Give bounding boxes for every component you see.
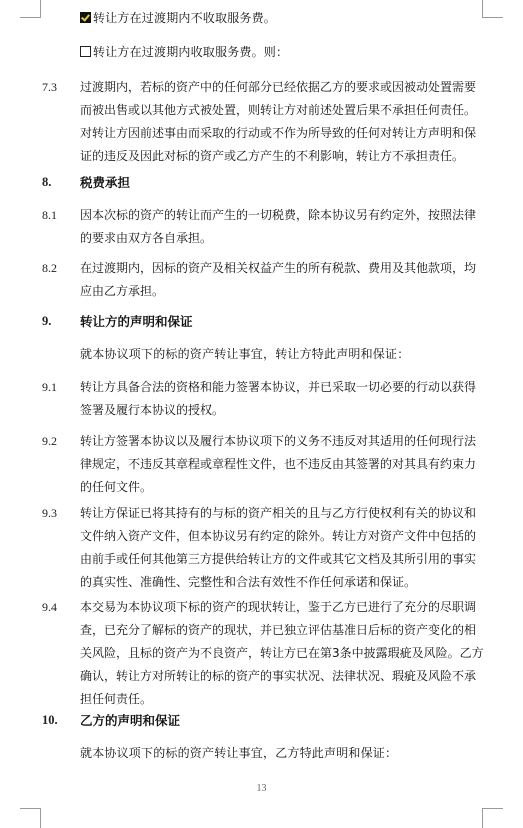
section-number: 8. [42, 175, 52, 189]
text-line: 转让方保证已将其持有的与标的资产相关的且与乙方行使权利有关的协议和 [80, 506, 477, 520]
text-line: 由前手或任何其他第三方提供给转让方的文件或其它文档及其所引用的事实 [80, 552, 477, 566]
page-number: 13 [256, 783, 267, 794]
clause-number: 9.3 [42, 506, 57, 520]
clause-number: 8.1 [42, 208, 57, 222]
clause-8-1-text [80, 204, 492, 250]
crop-mark-top-left [20, 17, 40, 18]
option-label: 转让方在过渡期内不收取服务费。 [93, 11, 277, 25]
text-line: 对转让方因前述事由而采取的行动或不作为所导致的任何对转让方声明和保 [80, 126, 477, 140]
crop-mark-top-right [482, 0, 483, 18]
crop-mark-bottom-right [483, 808, 503, 809]
clause-number: 9.1 [42, 380, 57, 394]
clause-7-3-text [80, 76, 492, 168]
clause-9-4-text [80, 596, 492, 711]
text-line: 担任何责任。 [80, 692, 153, 706]
text-line: 应由乙方承担。 [80, 284, 165, 298]
crop-mark-bottom-left [20, 808, 40, 809]
section-heading: 税费承担 [80, 175, 131, 190]
option-no-service-fee [80, 8, 276, 29]
clause-number: 8.2 [42, 261, 57, 275]
section-heading: 乙方的声明和保证 [80, 713, 181, 728]
section-heading: 转让方的声明和保证 [80, 314, 193, 329]
clause-number: 7.3 [42, 80, 57, 94]
text-line: 律规定，不违反其章程或章程性文件，也不违反由其签署的对其具有约束力 [80, 457, 477, 471]
text-line: 转让方签署本协议以及履行本协议项下的义务不违反对其适用的任何现行法 [80, 434, 477, 448]
clause-9-3-text [80, 502, 492, 594]
section-number: 10. [42, 713, 58, 727]
text-line: 因本次标的资产的转让而产生的一切税费，除本协议另有约定外，按照法律 [80, 208, 477, 222]
option-service-fee [80, 42, 288, 63]
option-label: 转让方在过渡期内收取服务费。则： [93, 45, 289, 59]
unchecked-checkbox-icon[interactable] [80, 46, 91, 57]
crop-mark-bottom-left [40, 808, 41, 828]
text-line: 在过渡期内，因标的资产及相关权益产生的所有税款、费用及其他款项，均 [80, 261, 477, 275]
text-line: 本交易为本协议项下标的资产的现状转让，鉴于乙方已进行了充分的尽职调 [80, 600, 477, 614]
text-line: 文件纳入资产文件，但本协议另有约定的除外。转让方对资产文件中包括的 [80, 529, 477, 543]
text-line: 而被出售或以其他方式被处置，则转让方对前述处置后果不承担任何责任。 [80, 103, 477, 117]
section-intro: 就本协议项下的标的资产转让事宜，乙方特此声明和保证： [80, 746, 398, 760]
section-number: 9. [42, 314, 52, 328]
text-line: 证的违反及因此对标的资产或乙方产生的不利影响，转让方不承担责任。 [80, 149, 465, 163]
text-line: 的真实性、准确性、完整性和合法有效性不作任何承诺和保证。 [80, 575, 417, 589]
text-line: 的任何文件。 [80, 480, 153, 494]
clause-9-2-text [80, 430, 492, 499]
crop-mark-top-left [40, 0, 41, 18]
checked-checkbox-icon[interactable] [80, 12, 91, 23]
section-intro: 就本协议项下的标的资产转让事宜，转让方特此声明和保证： [80, 347, 410, 361]
text-line: 过渡期内，若标的资产中的任何部分已经依据乙方的要求或因被动处置需要 [80, 80, 477, 94]
text-line: 确认，转让方对所转让的标的资产的事实状况、法律状况、瑕疵及风险不承 [80, 669, 477, 683]
clause-9-1-text [80, 376, 492, 422]
text-line: 签署及履行本协议的授权。 [80, 403, 225, 417]
clause-number: 9.2 [42, 434, 57, 448]
text-line: 关风险，且标的资产为不良资产，转让方已在第3条中披露瑕疵及风险。乙方 [80, 646, 484, 660]
text-line: 的要求由双方各自承担。 [80, 231, 213, 245]
text-line: 转让方具备合法的资格和能力签署本协议，并已采取一切必要的行动以获得 [80, 380, 477, 394]
crop-mark-bottom-right [482, 808, 483, 828]
clause-number: 9.4 [42, 600, 57, 614]
clause-8-2-text [80, 257, 492, 303]
text-line: 查，已充分了解标的资产的现状，并已独立评估基准日后标的资产变化的相 [80, 623, 477, 637]
crop-mark-top-right [483, 17, 503, 18]
